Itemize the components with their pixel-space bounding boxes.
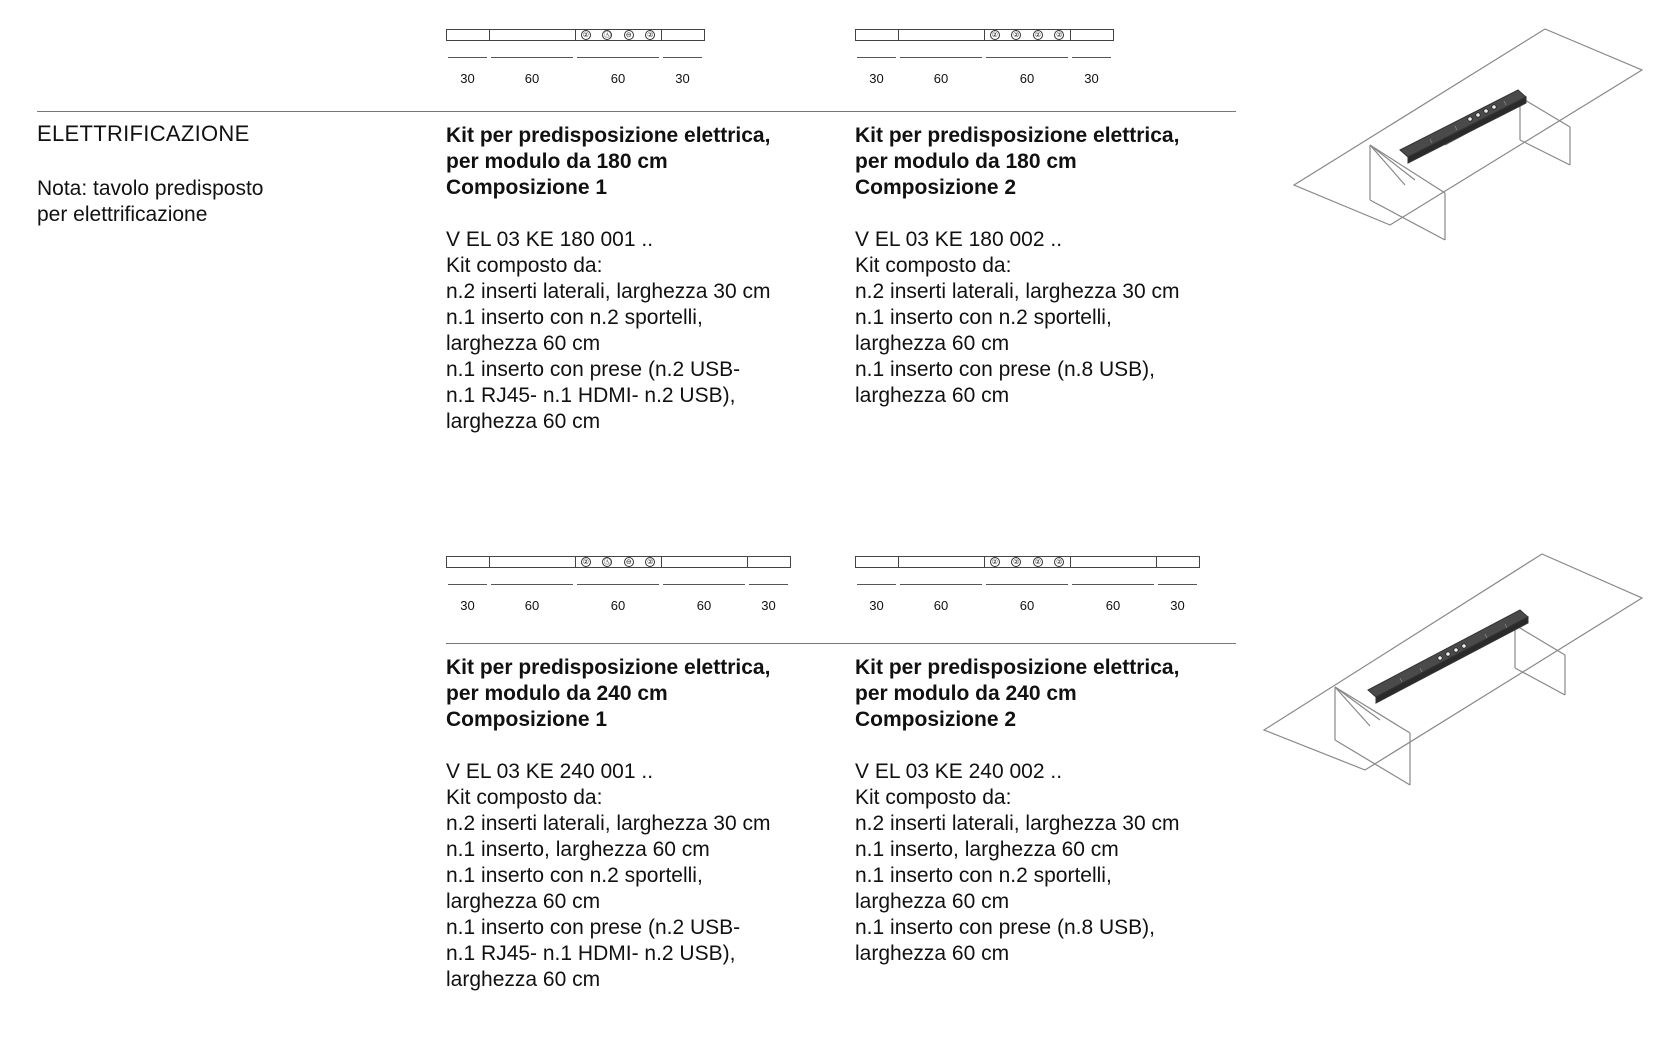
table-illustration: [1290, 25, 1650, 245]
socket-icon: ②: [1013, 31, 1020, 39]
kit-heading: Kit per predisposizione elettrica, per modulo da 240 cm Composizione 2: [855, 656, 1180, 731]
kit-strip-diagram: [446, 556, 792, 616]
kit-block: [446, 123, 826, 435]
kit-code: V EL 03 KE 240 002 ..: [855, 760, 1063, 783]
dimension-line: [749, 584, 788, 585]
strip-cell: [661, 556, 748, 568]
kit-description: Kit composto da: n.2 inserti laterali, larghezza 30 cm n.1 inserto, larghezza 60 cm n.1 inserto con n.2 sportelli, larghezza 60 cm n.1 inserto con prese (n.2 USB- n.1 RJ45- n.1 HDMI- n.2 USB), larghezza 60 cm: [446, 786, 771, 991]
dimension-label: 30: [675, 71, 690, 86]
dimension-line: [857, 57, 896, 58]
kit-code: V EL 03 KE 180 002 ..: [855, 228, 1063, 251]
socket-icon: ②: [647, 558, 654, 566]
strip-cell: [1070, 556, 1157, 568]
dimension-line: [900, 57, 982, 58]
kit-code: V EL 03 KE 180 001 ..: [446, 228, 654, 251]
dimension-label: 60: [610, 71, 626, 86]
socket-icon: ②: [1013, 558, 1020, 566]
socket-icon: Ⓐ: [603, 31, 611, 39]
strip-cell: [446, 556, 490, 568]
kit-code: V EL 03 KE 240 001 ..: [446, 760, 654, 783]
dimension-line: [986, 57, 1068, 58]
dimension-label: 60: [610, 598, 626, 613]
dimension-label: 60: [933, 71, 949, 86]
dimension-label: 30: [761, 598, 776, 613]
dimension-line: [1072, 57, 1111, 58]
dimension-line: [577, 57, 659, 58]
dimension-label: 30: [869, 598, 884, 613]
dimension-label: 30: [460, 71, 475, 86]
dimension-line: [986, 584, 1068, 585]
socket-icon: ②: [1034, 31, 1041, 39]
section-title: ELETTRIFICAZIONE: [37, 121, 250, 146]
kit-description: Kit composto da: n.2 inserti laterali, larghezza 30 cm n.1 inserto, larghezza 60 cm n.1 inserto con n.2 sportelli, larghezza 60 cm n.1 inserto con prese (n.8 USB), larghezza 60 cm: [855, 786, 1180, 965]
dimension-label: 60: [1105, 598, 1121, 613]
dimension-label: 60: [1019, 71, 1035, 86]
kit-block: [855, 655, 1235, 967]
kit-block: [446, 655, 826, 993]
strip-cell: [855, 556, 899, 568]
strip-cell: [855, 29, 899, 41]
table-illustration: [1260, 550, 1652, 790]
socket-icon: ②: [647, 31, 654, 39]
dimension-line: [577, 584, 659, 585]
strip-cell: [661, 29, 705, 41]
dimension-label: 60: [696, 598, 712, 613]
socket-icon: ②: [991, 558, 998, 566]
kit-block: [855, 123, 1235, 409]
dimension-line: [491, 584, 573, 585]
socket-row: [984, 29, 1070, 41]
dimension-line: [1158, 584, 1197, 585]
dimension-line: [448, 584, 487, 585]
kit-description: Kit composto da: n.2 inserti laterali, larghezza 30 cm n.1 inserto con n.2 sportelli, larghezza 60 cm n.1 inserto con prese (n.8 USB), larghezza 60 cm: [855, 254, 1180, 407]
kit-heading: Kit per predisposizione elettrica, per modulo da 180 cm Composizione 2: [855, 124, 1180, 199]
socket-icon: ②: [1056, 31, 1063, 39]
strip-cell: [898, 556, 985, 568]
strip-cell: [489, 29, 576, 41]
dimension-line: [900, 584, 982, 585]
strip-cell: [1156, 556, 1200, 568]
kit-heading: Kit per predisposizione elettrica, per modulo da 240 cm Composizione 1: [446, 656, 771, 731]
section-rule-top: [37, 111, 1236, 112]
dimension-line: [663, 584, 745, 585]
section-note: Nota: tavolo predisposto per elettrificazione: [37, 177, 264, 226]
kit-strip-diagram: [446, 29, 706, 89]
socket-row: [984, 556, 1070, 568]
dimension-line: [491, 57, 573, 58]
dimension-label: 60: [933, 598, 949, 613]
socket-icon: ⊖: [624, 30, 634, 40]
socket-icon: ⊖: [624, 557, 634, 567]
dimension-line: [663, 57, 702, 58]
kit-strip-diagram: [855, 29, 1115, 89]
dimension-label: 30: [1084, 71, 1099, 86]
strip-cell: [446, 29, 490, 41]
dimension-label: 30: [460, 598, 475, 613]
strip-cell: [1070, 29, 1114, 41]
kit-strip-diagram: [855, 556, 1201, 616]
section-rule-bottom: [446, 643, 1236, 644]
socket-icon: Ⓐ: [603, 558, 611, 566]
dimension-label: 60: [524, 598, 540, 613]
socket-icon: ②: [582, 31, 589, 39]
socket-icon: ②: [1034, 558, 1041, 566]
socket-icon: ②: [582, 558, 589, 566]
kit-heading: Kit per predisposizione elettrica, per modulo da 180 cm Composizione 1: [446, 124, 771, 199]
dimension-label: 30: [1170, 598, 1185, 613]
dimension-line: [857, 584, 896, 585]
strip-cell: [747, 556, 791, 568]
dimension-label: 30: [869, 71, 884, 86]
dimension-line: [448, 57, 487, 58]
kit-description: Kit composto da: n.2 inserti laterali, larghezza 30 cm n.1 inserto con n.2 sportelli, larghezza 60 cm n.1 inserto con prese (n.2 USB- n.1 RJ45- n.1 HDMI- n.2 USB), larghezza 60 cm: [446, 254, 771, 433]
strip-cell: [489, 556, 576, 568]
socket-row: [575, 29, 661, 41]
dimension-label: 60: [1019, 598, 1035, 613]
socket-icon: ②: [1056, 558, 1063, 566]
socket-row: [575, 556, 661, 568]
strip-cell: [898, 29, 985, 41]
dimension-label: 60: [524, 71, 540, 86]
socket-icon: ②: [991, 31, 998, 39]
dimension-line: [1072, 584, 1154, 585]
